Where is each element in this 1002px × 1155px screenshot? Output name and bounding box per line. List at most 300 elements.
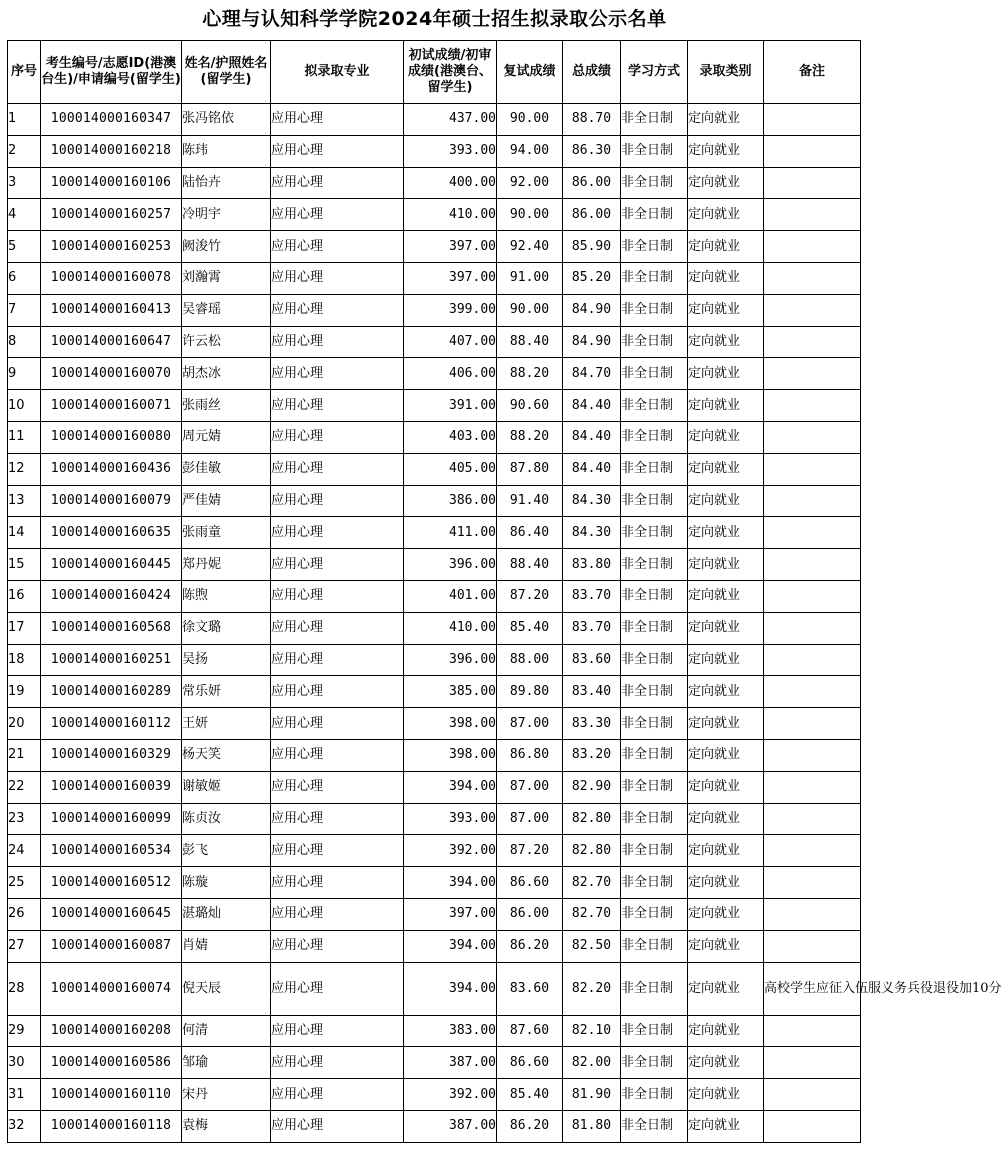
cell-name: 袁梅 <box>182 1110 271 1142</box>
table-row <box>8 1047 861 1079</box>
cell-major: 应用心理 <box>271 199 404 231</box>
cell-candidate-id: 100014000160079 <box>41 485 182 517</box>
cell-name: 肖婧 <box>182 930 271 962</box>
cell-major: 应用心理 <box>271 167 404 199</box>
cell-major: 应用心理 <box>271 1079 404 1111</box>
cell-admission-type: 定向就业 <box>688 930 764 962</box>
cell-seq: 18 <box>8 644 41 676</box>
cell-seq: 1 <box>8 104 41 136</box>
cell-seq: 10 <box>8 390 41 422</box>
cell-seq: 8 <box>8 326 41 358</box>
table-row <box>8 676 861 708</box>
cell-total-score: 86.00 <box>563 199 621 231</box>
cell-retest-score: 86.20 <box>497 930 563 962</box>
cell-retest-score: 90.00 <box>497 294 563 326</box>
cell-name: 吴睿瑶 <box>182 294 271 326</box>
cell-note <box>764 1110 861 1142</box>
cell-admission-type: 定向就业 <box>688 549 764 581</box>
cell-note <box>764 898 861 930</box>
cell-initial-score: 401.00 <box>404 580 497 612</box>
cell-admission-type: 定向就业 <box>688 1110 764 1142</box>
cell-initial-score: 405.00 <box>404 453 497 485</box>
cell-retest-score: 91.40 <box>497 485 563 517</box>
cell-retest-score: 86.40 <box>497 517 563 549</box>
table-row <box>8 867 861 899</box>
cell-seq: 2 <box>8 135 41 167</box>
cell-seq: 20 <box>8 708 41 740</box>
cell-retest-score: 92.40 <box>497 231 563 263</box>
cell-candidate-id: 100014000160071 <box>41 390 182 422</box>
cell-initial-score: 398.00 <box>404 739 497 771</box>
cell-initial-score: 393.00 <box>404 135 497 167</box>
cell-total-score: 82.50 <box>563 930 621 962</box>
cell-admission-type: 定向就业 <box>688 453 764 485</box>
cell-candidate-id: 100014000160257 <box>41 199 182 231</box>
cell-note <box>764 390 861 422</box>
cell-seq: 9 <box>8 358 41 390</box>
cell-admission-type: 定向就业 <box>688 135 764 167</box>
cell-total-score: 86.00 <box>563 167 621 199</box>
cell-seq: 26 <box>8 898 41 930</box>
cell-name: 许云松 <box>182 326 271 358</box>
cell-note <box>764 326 861 358</box>
cell-admission-type: 定向就业 <box>688 1079 764 1111</box>
cell-study-mode: 非全日制 <box>621 231 688 263</box>
cell-seq: 5 <box>8 231 41 263</box>
cell-major: 应用心理 <box>271 867 404 899</box>
cell-initial-score: 407.00 <box>404 326 497 358</box>
cell-admission-type: 定向就业 <box>688 326 764 358</box>
cell-admission-type: 定向就业 <box>688 421 764 453</box>
cell-name: 陈璇 <box>182 867 271 899</box>
cell-major: 应用心理 <box>271 580 404 612</box>
cell-study-mode: 非全日制 <box>621 1110 688 1142</box>
cell-name: 张冯铭依 <box>182 104 271 136</box>
cell-seq: 13 <box>8 485 41 517</box>
cell-retest-score: 87.20 <box>497 580 563 612</box>
cell-seq: 15 <box>8 549 41 581</box>
cell-initial-score: 392.00 <box>404 1079 497 1111</box>
cell-candidate-id: 100014000160110 <box>41 1079 182 1111</box>
cell-admission-type: 定向就业 <box>688 898 764 930</box>
cell-total-score: 84.90 <box>563 294 621 326</box>
cell-name: 周元婧 <box>182 421 271 453</box>
cell-name: 杨天笑 <box>182 739 271 771</box>
cell-admission-type: 定向就业 <box>688 390 764 422</box>
cell-note <box>764 294 861 326</box>
cell-name: 阙浚竹 <box>182 231 271 263</box>
cell-study-mode: 非全日制 <box>621 517 688 549</box>
cell-note <box>764 708 861 740</box>
cell-note <box>764 199 861 231</box>
cell-name: 王妍 <box>182 708 271 740</box>
cell-seq: 19 <box>8 676 41 708</box>
cell-major: 应用心理 <box>271 326 404 358</box>
table-row <box>8 898 861 930</box>
cell-retest-score: 86.00 <box>497 898 563 930</box>
cell-note <box>764 867 861 899</box>
cell-candidate-id: 100014000160253 <box>41 231 182 263</box>
cell-total-score: 82.70 <box>563 898 621 930</box>
cell-total-score: 82.00 <box>563 1047 621 1079</box>
cell-retest-score: 88.40 <box>497 326 563 358</box>
cell-name: 宋丹 <box>182 1079 271 1111</box>
cell-candidate-id: 100014000160039 <box>41 771 182 803</box>
cell-seq: 24 <box>8 835 41 867</box>
cell-total-score: 82.10 <box>563 1015 621 1047</box>
cell-study-mode: 非全日制 <box>621 104 688 136</box>
cell-note <box>764 358 861 390</box>
cell-admission-type: 定向就业 <box>688 1015 764 1047</box>
cell-study-mode: 非全日制 <box>621 1079 688 1111</box>
cell-initial-score: 387.00 <box>404 1047 497 1079</box>
cell-note <box>764 485 861 517</box>
cell-candidate-id: 100014000160106 <box>41 167 182 199</box>
cell-candidate-id: 100014000160251 <box>41 644 182 676</box>
cell-major: 应用心理 <box>271 676 404 708</box>
cell-seq: 22 <box>8 771 41 803</box>
cell-study-mode: 非全日制 <box>621 1047 688 1079</box>
cell-note <box>764 835 861 867</box>
cell-seq: 14 <box>8 517 41 549</box>
cell-study-mode: 非全日制 <box>621 803 688 835</box>
cell-total-score: 86.30 <box>563 135 621 167</box>
cell-candidate-id: 100014000160329 <box>41 739 182 771</box>
cell-retest-score: 89.80 <box>497 676 563 708</box>
cell-total-score: 82.80 <box>563 803 621 835</box>
cell-retest-score: 88.20 <box>497 421 563 453</box>
cell-seq: 17 <box>8 612 41 644</box>
cell-admission-type: 定向就业 <box>688 771 764 803</box>
cell-total-score: 83.80 <box>563 549 621 581</box>
cell-seq: 3 <box>8 167 41 199</box>
cell-candidate-id: 100014000160635 <box>41 517 182 549</box>
cell-candidate-id: 100014000160218 <box>41 135 182 167</box>
table-row <box>8 962 861 1015</box>
cell-study-mode: 非全日制 <box>621 867 688 899</box>
cell-name: 彭飞 <box>182 835 271 867</box>
cell-note <box>764 1079 861 1111</box>
cell-seq: 23 <box>8 803 41 835</box>
cell-retest-score: 90.60 <box>497 390 563 422</box>
cell-note <box>764 231 861 263</box>
cell-total-score: 83.60 <box>563 644 621 676</box>
cell-total-score: 83.70 <box>563 612 621 644</box>
cell-study-mode: 非全日制 <box>621 898 688 930</box>
cell-retest-score: 90.00 <box>497 199 563 231</box>
cell-major: 应用心理 <box>271 135 404 167</box>
cell-name: 冷明宇 <box>182 199 271 231</box>
cell-name: 陈煦 <box>182 580 271 612</box>
cell-note <box>764 771 861 803</box>
cell-initial-score: 406.00 <box>404 358 497 390</box>
cell-retest-score: 86.20 <box>497 1110 563 1142</box>
table-row <box>8 262 861 294</box>
cell-candidate-id: 100014000160087 <box>41 930 182 962</box>
header-name: 姓名/护照姓名(留学生) <box>182 41 271 104</box>
cell-major: 应用心理 <box>271 390 404 422</box>
cell-candidate-id: 100014000160512 <box>41 867 182 899</box>
cell-note <box>764 167 861 199</box>
cell-total-score: 84.30 <box>563 517 621 549</box>
table-row <box>8 294 861 326</box>
cell-note <box>764 453 861 485</box>
table-row <box>8 135 861 167</box>
cell-note <box>764 676 861 708</box>
cell-total-score: 81.90 <box>563 1079 621 1111</box>
cell-total-score: 82.70 <box>563 867 621 899</box>
cell-seq: 29 <box>8 1015 41 1047</box>
cell-study-mode: 非全日制 <box>621 771 688 803</box>
cell-note <box>764 803 861 835</box>
cell-admission-type: 定向就业 <box>688 1047 764 1079</box>
cell-study-mode: 非全日制 <box>621 612 688 644</box>
cell-major: 应用心理 <box>271 644 404 676</box>
cell-study-mode: 非全日制 <box>621 135 688 167</box>
cell-note <box>764 517 861 549</box>
cell-retest-score: 86.60 <box>497 867 563 899</box>
cell-candidate-id: 100014000160424 <box>41 580 182 612</box>
table-row <box>8 644 861 676</box>
table-row <box>8 549 861 581</box>
cell-study-mode: 非全日制 <box>621 358 688 390</box>
cell-candidate-id: 100014000160347 <box>41 104 182 136</box>
cell-study-mode: 非全日制 <box>621 199 688 231</box>
header-major: 拟录取专业 <box>271 41 404 104</box>
cell-study-mode: 非全日制 <box>621 644 688 676</box>
header-candidate-id: 考生编号/志愿ID(港澳台生)/申请编号(留学生) <box>41 41 182 104</box>
cell-initial-score: 397.00 <box>404 898 497 930</box>
cell-total-score: 82.80 <box>563 835 621 867</box>
cell-study-mode: 非全日制 <box>621 549 688 581</box>
cell-name: 邹瑜 <box>182 1047 271 1079</box>
cell-major: 应用心理 <box>271 962 404 1015</box>
cell-note <box>764 612 861 644</box>
cell-initial-score: 394.00 <box>404 962 497 1015</box>
cell-seq: 25 <box>8 867 41 899</box>
cell-retest-score: 83.60 <box>497 962 563 1015</box>
table-row <box>8 771 861 803</box>
cell-candidate-id: 100014000160413 <box>41 294 182 326</box>
cell-admission-type: 定向就业 <box>688 708 764 740</box>
cell-major: 应用心理 <box>271 1047 404 1079</box>
cell-note <box>764 644 861 676</box>
cell-major: 应用心理 <box>271 898 404 930</box>
admission-table <box>7 40 1002 1143</box>
cell-retest-score: 88.40 <box>497 549 563 581</box>
cell-study-mode: 非全日制 <box>621 421 688 453</box>
cell-total-score: 82.20 <box>563 962 621 1015</box>
cell-admission-type: 定向就业 <box>688 485 764 517</box>
cell-major: 应用心理 <box>271 930 404 962</box>
cell-major: 应用心理 <box>271 835 404 867</box>
table-row <box>8 1015 861 1047</box>
cell-total-score: 84.40 <box>563 421 621 453</box>
cell-total-score: 84.40 <box>563 453 621 485</box>
cell-major: 应用心理 <box>271 612 404 644</box>
cell-retest-score: 87.80 <box>497 453 563 485</box>
cell-major: 应用心理 <box>271 104 404 136</box>
cell-seq: 28 <box>8 962 41 1015</box>
cell-major: 应用心理 <box>271 453 404 485</box>
cell-note <box>764 1047 861 1079</box>
cell-seq: 21 <box>8 739 41 771</box>
cell-major: 应用心理 <box>271 739 404 771</box>
cell-candidate-id: 100014000160436 <box>41 453 182 485</box>
cell-initial-score: 391.00 <box>404 390 497 422</box>
cell-major: 应用心理 <box>271 262 404 294</box>
cell-study-mode: 非全日制 <box>621 676 688 708</box>
header-total-score: 总成绩 <box>563 41 621 104</box>
cell-major: 应用心理 <box>271 294 404 326</box>
cell-admission-type: 定向就业 <box>688 199 764 231</box>
cell-major: 应用心理 <box>271 549 404 581</box>
cell-candidate-id: 100014000160208 <box>41 1015 182 1047</box>
cell-initial-score: 410.00 <box>404 199 497 231</box>
cell-total-score: 84.70 <box>563 358 621 390</box>
cell-candidate-id: 100014000160289 <box>41 676 182 708</box>
cell-retest-score: 92.00 <box>497 167 563 199</box>
cell-major: 应用心理 <box>271 485 404 517</box>
cell-retest-score: 87.00 <box>497 803 563 835</box>
cell-retest-score: 87.20 <box>497 835 563 867</box>
cell-major: 应用心理 <box>271 421 404 453</box>
cell-initial-score: 398.00 <box>404 708 497 740</box>
cell-total-score: 83.20 <box>563 739 621 771</box>
cell-candidate-id: 100014000160078 <box>41 262 182 294</box>
table-row <box>8 421 861 453</box>
cell-retest-score: 87.00 <box>497 708 563 740</box>
cell-initial-score: 396.00 <box>404 549 497 581</box>
cell-major: 应用心理 <box>271 708 404 740</box>
page-title: 心理与认知科学学院2024年硕士招生拟录取公示名单 <box>202 8 667 30</box>
cell-seq: 4 <box>8 199 41 231</box>
cell-seq: 11 <box>8 421 41 453</box>
cell-study-mode: 非全日制 <box>621 739 688 771</box>
cell-candidate-id: 100014000160080 <box>41 421 182 453</box>
cell-admission-type: 定向就业 <box>688 676 764 708</box>
cell-initial-score: 410.00 <box>404 612 497 644</box>
cell-total-score: 82.90 <box>563 771 621 803</box>
table-row <box>8 1110 861 1142</box>
cell-study-mode: 非全日制 <box>621 167 688 199</box>
cell-name: 陈贞汝 <box>182 803 271 835</box>
table-row <box>8 517 861 549</box>
header-note: 备注 <box>764 41 861 104</box>
cell-initial-score: 411.00 <box>404 517 497 549</box>
cell-name: 严佳婧 <box>182 485 271 517</box>
table-row <box>8 1079 861 1111</box>
cell-initial-score: 437.00 <box>404 104 497 136</box>
cell-seq: 6 <box>8 262 41 294</box>
cell-initial-score: 386.00 <box>404 485 497 517</box>
table-row <box>8 739 861 771</box>
table-row <box>8 167 861 199</box>
cell-initial-score: 387.00 <box>404 1110 497 1142</box>
cell-retest-score: 86.80 <box>497 739 563 771</box>
cell-study-mode: 非全日制 <box>621 708 688 740</box>
cell-study-mode: 非全日制 <box>621 326 688 358</box>
cell-admission-type: 定向就业 <box>688 231 764 263</box>
cell-note <box>764 739 861 771</box>
cell-major: 应用心理 <box>271 517 404 549</box>
cell-initial-score: 403.00 <box>404 421 497 453</box>
cell-candidate-id: 100014000160074 <box>41 962 182 1015</box>
cell-initial-score: 392.00 <box>404 835 497 867</box>
cell-retest-score: 91.00 <box>497 262 563 294</box>
cell-study-mode: 非全日制 <box>621 962 688 1015</box>
cell-admission-type: 定向就业 <box>688 867 764 899</box>
cell-retest-score: 85.40 <box>497 612 563 644</box>
table-row <box>8 390 861 422</box>
table-row <box>8 580 861 612</box>
cell-admission-type: 定向就业 <box>688 644 764 676</box>
cell-note <box>764 549 861 581</box>
cell-name: 胡杰冰 <box>182 358 271 390</box>
cell-candidate-id: 100014000160099 <box>41 803 182 835</box>
cell-initial-score: 400.00 <box>404 167 497 199</box>
cell-name: 湛璐灿 <box>182 898 271 930</box>
cell-study-mode: 非全日制 <box>621 580 688 612</box>
table-row <box>8 708 861 740</box>
cell-study-mode: 非全日制 <box>621 390 688 422</box>
cell-admission-type: 定向就业 <box>688 104 764 136</box>
cell-name: 常乐妍 <box>182 676 271 708</box>
cell-admission-type: 定向就业 <box>688 962 764 1015</box>
cell-name: 张雨丝 <box>182 390 271 422</box>
cell-admission-type: 定向就业 <box>688 835 764 867</box>
cell-initial-score: 394.00 <box>404 771 497 803</box>
cell-candidate-id: 100014000160645 <box>41 898 182 930</box>
cell-name: 陈玮 <box>182 135 271 167</box>
cell-total-score: 88.70 <box>563 104 621 136</box>
cell-candidate-id: 100014000160118 <box>41 1110 182 1142</box>
cell-retest-score: 88.00 <box>497 644 563 676</box>
cell-name: 徐文璐 <box>182 612 271 644</box>
cell-seq: 31 <box>8 1079 41 1111</box>
table-body <box>8 104 1002 1143</box>
cell-study-mode: 非全日制 <box>621 453 688 485</box>
cell-total-score: 83.40 <box>563 676 621 708</box>
cell-initial-score: 393.00 <box>404 803 497 835</box>
cell-retest-score: 94.00 <box>497 135 563 167</box>
cell-name: 倪天辰 <box>182 962 271 1015</box>
cell-admission-type: 定向就业 <box>688 358 764 390</box>
cell-retest-score: 86.60 <box>497 1047 563 1079</box>
cell-seq: 27 <box>8 930 41 962</box>
header-retest-score: 复试成绩 <box>497 41 563 104</box>
cell-major: 应用心理 <box>271 771 404 803</box>
cell-seq: 16 <box>8 580 41 612</box>
cell-initial-score: 399.00 <box>404 294 497 326</box>
cell-admission-type: 定向就业 <box>688 612 764 644</box>
cell-name: 何清 <box>182 1015 271 1047</box>
cell-study-mode: 非全日制 <box>621 1015 688 1047</box>
header-initial-score: 初试成绩/初审成绩(港澳台、留学生) <box>404 41 497 104</box>
cell-note <box>764 262 861 294</box>
cell-major: 应用心理 <box>271 803 404 835</box>
cell-retest-score: 87.60 <box>497 1015 563 1047</box>
cell-note <box>764 104 861 136</box>
cell-note <box>764 135 861 167</box>
header-seq: 序号 <box>8 41 41 104</box>
cell-note <box>764 421 861 453</box>
cell-initial-score: 396.00 <box>404 644 497 676</box>
cell-retest-score: 88.20 <box>497 358 563 390</box>
cell-study-mode: 非全日制 <box>621 294 688 326</box>
cell-retest-score: 85.40 <box>497 1079 563 1111</box>
cell-name: 彭佳敏 <box>182 453 271 485</box>
